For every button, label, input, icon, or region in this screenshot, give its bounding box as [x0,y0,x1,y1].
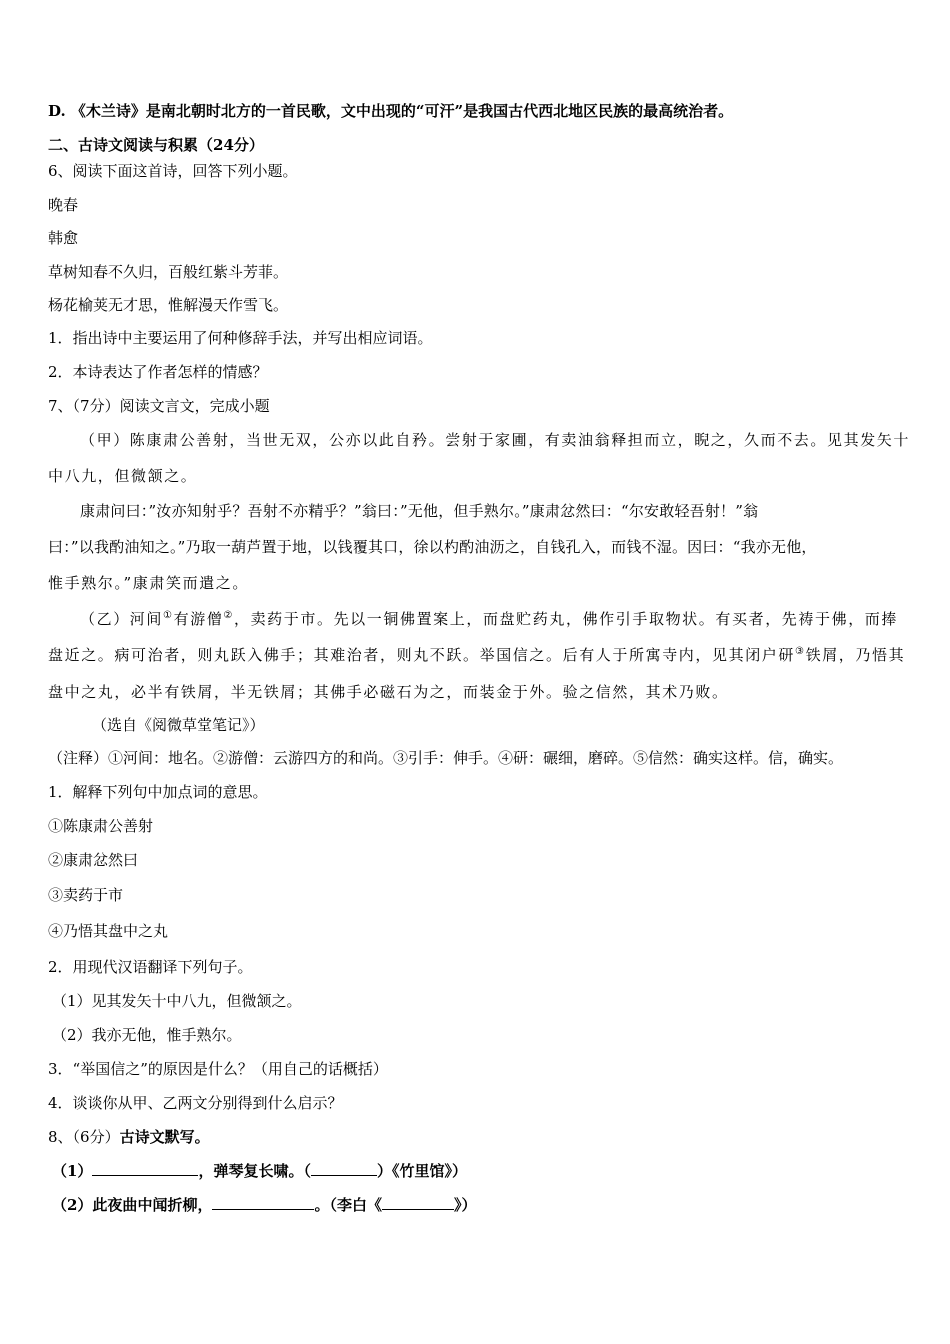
q8-stem: 8、（6分）古诗文默写。 [48,1128,210,1146]
passage-jia-line: 康肃问曰：”汝亦知射乎？吾射不亦精乎？”翁曰：”无他，但手熟尔。”康肃忿然曰：“尔安敢轻吾射！”翁 [80,502,759,520]
answer-blank[interactable] [92,1161,198,1176]
passage-jia-line: 中八九，但微颔之。 [48,467,198,485]
option-d: D. 《木兰诗》是南北朝时北方的一首民歌，文中出现的“可汗”是我国古代西北地区民族的最高统治者。 [48,102,734,120]
passage-yi-line: （乙）河间①有游僧②，卖药于市。先以一铜佛置案上，而盘贮药丸，佛作引手取物状。有买者，先祷于佛，而捧 [80,610,898,628]
q6-stem: 6、阅读下面这首诗，回答下列小题。 [48,162,298,180]
answer-blank[interactable] [382,1195,454,1210]
q6-sub-question: 2．本诗表达了作者怎样的情感？ [48,363,268,381]
answer-blank[interactable] [311,1161,377,1176]
q8-line: （2）此夜曲中闻折柳， 。（李白《 》） [52,1196,477,1214]
q7-sub-question: 1．解释下列句中加点词的意思。 [48,783,268,801]
passage-jia-line: 惟手熟尔。”康肃笑而遣之。 [48,574,249,592]
q7-sub-question: 2．用现代汉语翻译下列句子。 [48,958,253,976]
q7-stem: 7、（7分）阅读文言文，完成小题 [48,397,270,415]
q7-item: ②康肃忿然曰 [48,851,139,869]
q7-item: ③卖药于市 [48,886,124,904]
passage-jia-line: 曰：”以我酌油知之。”乃取一葫芦置于地，以钱覆其口，徐以杓酌油沥之，自钱孔入，而钱不湿。因曰：“我亦无他， [48,538,817,556]
annotation-notes: （注释）①河间：地名。②游僧：云游四方的和尚。③引手：伸手。④研：碾细，磨碎。⑤信然：确实这样。信，确实。 [48,749,844,767]
footnote-mark: ② [223,610,234,621]
footnote-mark: ③ [795,646,806,657]
section-two-heading: 二、古诗文阅读与积累（24分） [48,136,264,154]
q6-sub-question: 1．指出诗中主要运用了何种修辞手法，并写出相应词语。 [48,329,433,347]
q7-sub-question: 3．“举国信之”的原因是什么？（用自己的话概括） [48,1060,388,1078]
q8-line: （1） ，弹琴复长啸。（ ）《竹里馆》） [52,1162,467,1180]
answer-blank[interactable] [212,1195,314,1210]
poem-author: 韩愈 [48,229,79,247]
q7-item: （1）见其发矢十中八九，但微颔之。 [52,992,302,1010]
q7-item: ①陈康肃公善射 [48,817,154,835]
q7-sub-question: 4．谈谈你从甲、乙两文分别得到什么启示？ [48,1094,343,1112]
passage-yi-line: 盘近之。病可治者，则丸跃入佛手；其难治者，则丸不跃。举国信之。后有人于所寓寺内，见其闭户研③铁屑，乃悟其 [48,646,906,664]
poem-line: 杨花榆荚无才思，惟解漫天作雪飞。 [48,296,289,314]
poem-line: 草树知春不久归，百般红紫斗芳菲。 [48,263,289,281]
passage-jia-line: （甲）陈康肃公善射，当世无双，公亦以此自矜。尝射于家圃，有卖油翁释担而立，睨之，久而不去。见其发矢十 [80,431,911,449]
passage-source: （选自《阅微草堂笔记》） [92,716,265,734]
poem-title: 晚春 [48,196,79,214]
q7-item: （2）我亦无他，惟手熟尔。 [52,1026,242,1044]
footnote-mark: ① [163,610,174,621]
passage-yi-line: 盘中之丸，必半有铁屑，半无铁屑；其佛手必磁石为之，而装金于外。验之信然，其术乃败。 [48,683,729,701]
q7-item: ④乃悟其盘中之丸 [48,922,169,940]
